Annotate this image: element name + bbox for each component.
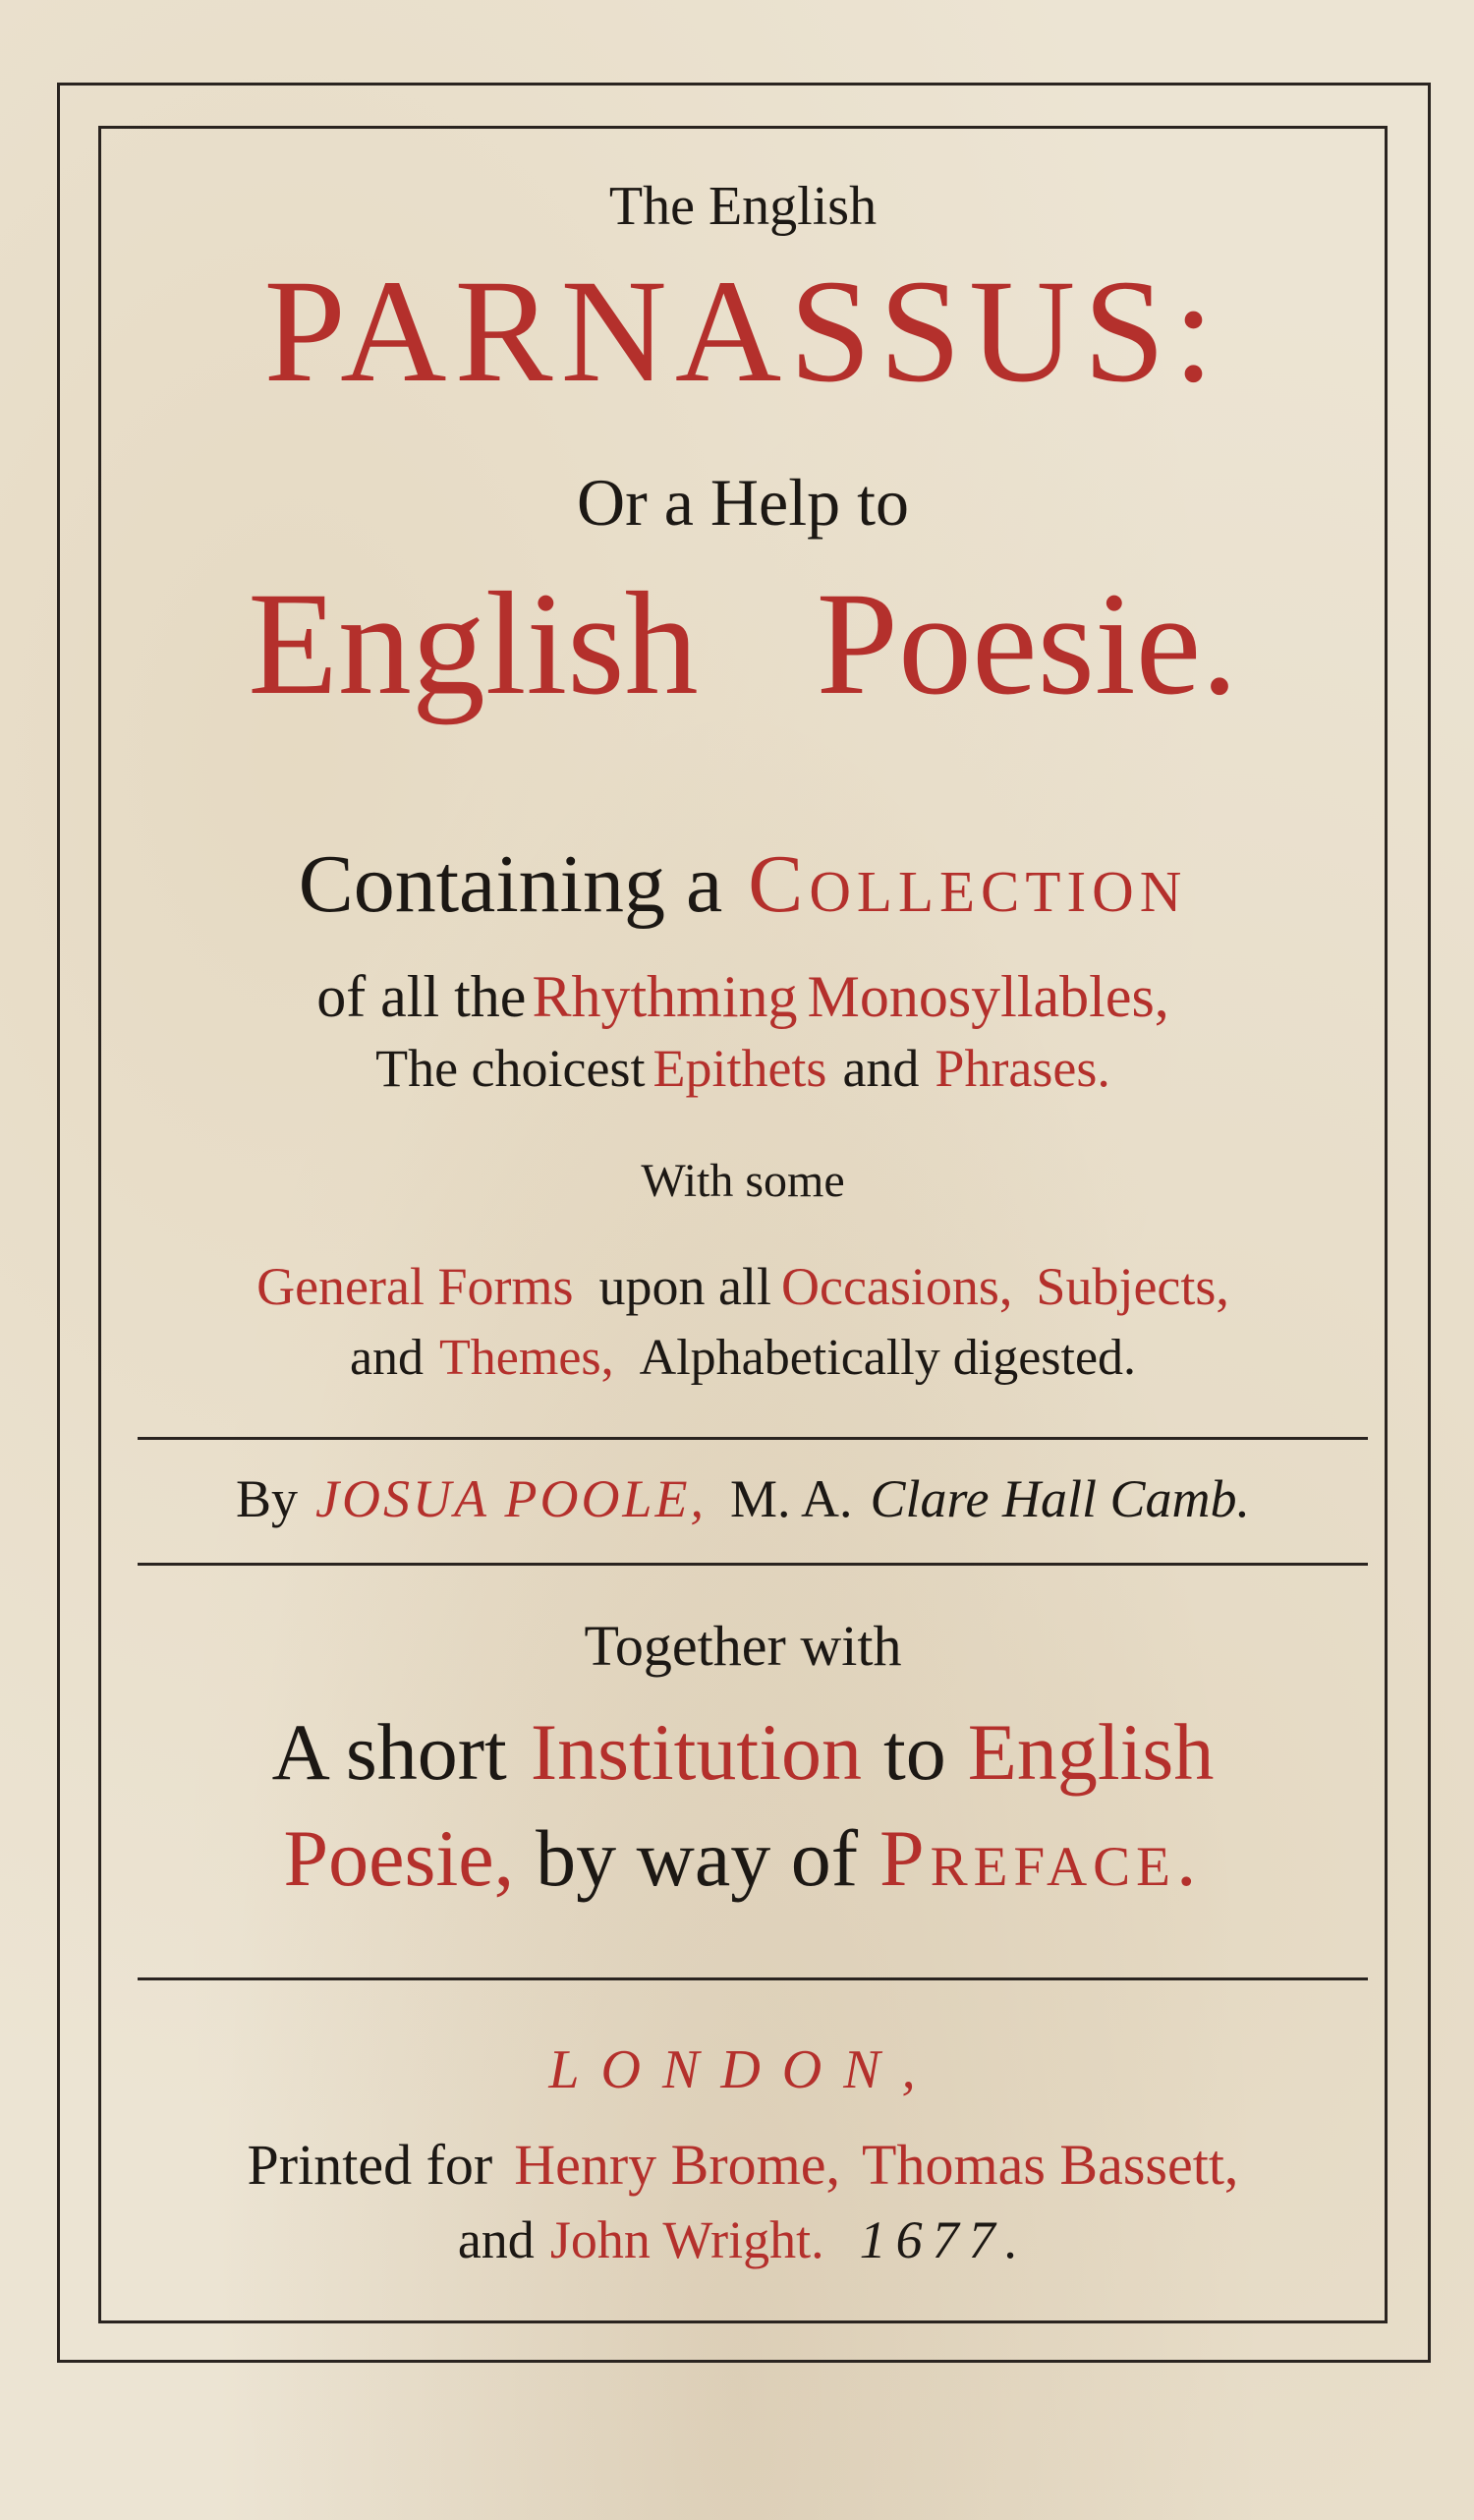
word-english: English: [248, 562, 699, 725]
text-thomas-bassett: Thomas Bassett,: [862, 2133, 1239, 2197]
text-and: and: [842, 1039, 920, 1098]
line-together: Together with: [584, 1614, 902, 1678]
line-author: [98, 1469, 1388, 1528]
text-printed-for: Printed for: [247, 2133, 493, 2197]
text-to: to: [882, 1707, 946, 1797]
text-ma: M. A.: [729, 1469, 853, 1528]
text-rhythming: Rhythming: [532, 964, 798, 1029]
subtitle-english-poesie: [98, 562, 1388, 725]
inner-border: [98, 126, 1388, 2323]
text-author-name: JOSUA POOLE,: [314, 1469, 707, 1528]
rule-3: [138, 1977, 1368, 1980]
text-english: English: [967, 1707, 1215, 1797]
text-alphabetically: Alphabetically digested.: [639, 1330, 1137, 1386]
text-general-forms: General Forms: [256, 1257, 574, 1316]
text-a-short: A short: [271, 1707, 507, 1797]
text-monosyllables: Monosyllables,: [807, 964, 1169, 1029]
text-institution: Institution: [530, 1707, 862, 1797]
line-general: [98, 1257, 1388, 1316]
text-and-3: and: [457, 2210, 535, 2269]
rule-2: [138, 1563, 1368, 1566]
text-collection: Collection: [748, 838, 1188, 930]
text-phrases: Phrases.: [935, 1039, 1110, 1098]
text-containing: Containing a: [298, 838, 723, 930]
text-henry-brome: Henry Brome,: [514, 2133, 841, 2197]
text-subjects: Subjects,: [1036, 1257, 1229, 1316]
line-choicest: [98, 1039, 1388, 1098]
text-and-2: and: [349, 1330, 425, 1386]
text-poesie: Poesie,: [283, 1813, 515, 1903]
title-parnassus: PARNASSUS:: [263, 250, 1222, 413]
text-occasions: Occasions,: [780, 1257, 1013, 1316]
rule-1: [138, 1437, 1368, 1440]
subtitle-help: Or a Help to: [576, 465, 909, 540]
text-epithets: Epithets: [652, 1039, 827, 1098]
title-line-the-english: The English: [608, 176, 878, 237]
word-poesie: Poesie.: [816, 562, 1238, 725]
line-themes: [98, 1330, 1388, 1386]
line-of-all: [98, 964, 1388, 1029]
text-year: 1677.: [859, 2210, 1029, 2269]
line-with-some: With some: [641, 1155, 845, 1207]
text-themes: Themes,: [439, 1330, 614, 1386]
line-john-wright: [98, 2210, 1388, 2269]
line-printed: [98, 2133, 1388, 2197]
line-poesie-preface: [98, 1813, 1388, 1903]
line-short-institution: [98, 1707, 1388, 1797]
line-london: LONDON,: [548, 2039, 937, 2100]
text-by: By: [235, 1469, 298, 1528]
text-preface: Preface.: [879, 1813, 1203, 1903]
text-john-wright: John Wright.: [549, 2210, 824, 2269]
line-containing: [98, 838, 1388, 930]
text-the-choicest: The choicest: [375, 1039, 646, 1098]
text-upon-all: upon all: [598, 1257, 771, 1316]
text-of-all-the: of all the: [316, 964, 527, 1029]
text-clare-hall: Clare Hall Camb.: [870, 1469, 1251, 1528]
text-by-way-of: by way of: [536, 1813, 859, 1903]
